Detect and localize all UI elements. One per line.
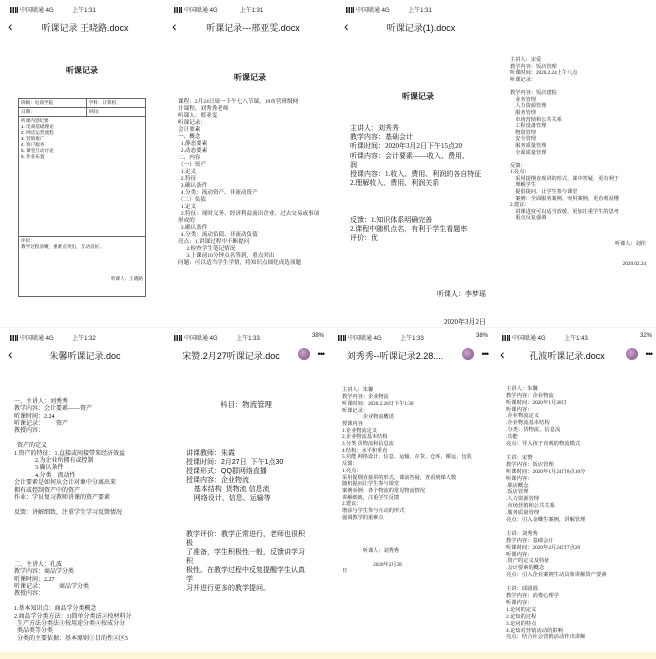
back-chevron-icon[interactable]: ‹ [8, 18, 13, 34]
signer: 听课人：李梦瑶 [437, 290, 486, 299]
carrier-label: 中国联通 4G [356, 8, 390, 14]
status-bar [0, 0, 164, 16]
carrier-label: 中国联通 4G [184, 8, 218, 14]
clock: 上午1:33 [236, 336, 260, 342]
document-body [164, 368, 328, 652]
document-text: 主讲人：刘秀秀 教学内容：基础会计 听课时间：2020年3月2日下午15点20 听课内容：会计要素——收入、费用、 润 授课内容：1.收入、费用、利润的各自特征 2.理解收入、费用、利润关系 反馈：1.知识体系明确完善 2.课程中随机点名，有利于学生看题率 评价：优 [350, 124, 482, 243]
screenshot-panel-5 [0, 328, 164, 652]
carrier-label: 中国联通 4G [512, 336, 546, 342]
screenshot-panel-3 [336, 0, 500, 326]
document-text: 主讲人：朱馨 教学内容：企业物流 听课时间：2020年1月28日 听课内容： .企业物流定义 .企业物流基本结构 .分类：货物流、信息流 .功能 亮点：导入孩子直观的物流模式 主讲：宋赞 教学内容：饭店管理 听课时间：2020年1月24日8点10分 听课内容： .职店概念 .饭店管理 .人力资源管理 .市场营销和公共关系 .服务质量管理 亮点：引入金蝶生案例，讲解管理 主讲：刘秀秀 教学内容：基础会计 听课时间：2020年2月24日7点20 听课内容： .资产的定义及特征 .会计要素的概念 亮点：引入企业案例生动具象讲解资产要素 主讲：邱圆圆 教学内容：消费心理学 听课内容： 1.论问的定义 2.论知的过程 3.论问的特点 4.论知对营销活动的影响 亮点：结合社会营销活动作出讲解 [506, 385, 607, 641]
signal-icon [10, 7, 18, 13]
document-body [336, 40, 500, 326]
document-text: 一、主讲人：刘秀秀 教学内容：会计要素——资产 听课时间：2.24 听课记录： 资产 教授内容： 资产的定义 1.资产的特征：1.直接或间接带来经济效益 2.为企业所拥有或控制 3.确认条件 4.分类 流动性 会计要素是如何从会计对象中分离出来 拥有或控制资产中的资产 作业：学员复习教师讲课的资产要素 反馈：讲解细致，注重学生学习反馈情况 二、主讲人：孔波 教学内容：商品学分类 听课时间：2.27 听课记录： 商品学分类 教授内容： 1.基本知识点：商品学分类概念 2.商品学分类方法：1)简单分类法②按材料分 生产方法分类法③按用途分类④按成分分 类品类等分类 分类的主要依据：基本原则①目的性②区5 [14, 398, 132, 642]
document-title: 刘秀秀--听课记录2.28.... [346, 351, 444, 361]
screenshot-panel-1 [0, 0, 164, 326]
battery-indicator: 38% [311, 333, 324, 339]
document-text: 主讲人：朱馨 教学内容：企业物流 听课时间：2020.2.28日下午1:30 听课记录： 企业物流概述 授课内容 1.企业物流定义 2.企业物流基本结构 3.分类 货物流和信息流 4.结构：水平和垂直 5.功能 网络设计、信息、运输、存货、仓库、搬运、包装 反馈： 1.亮点： 采用提纲直接讲的形式，课前答疑，查看到课人数 随机提问让学生参与课堂 案例举例：各个物流的常见物流情况 讲解细致，注重学生反馈 2.建议： 增添与学生参与互动的形式 强调教学的重难点 听课人：刘秀秀 2020年2月28 日 [342, 387, 472, 575]
table-cell [19, 116, 146, 236]
document-title: 孔波听课记录.docx [529, 351, 605, 361]
carrier-label: 中国联通 4G [20, 8, 54, 14]
signal-icon [338, 335, 346, 341]
screenshot-panel-4 [500, 0, 656, 326]
nav-header [164, 17, 336, 37]
bottom-bar [0, 652, 656, 659]
status-bar [492, 328, 656, 344]
screenshot-panel-8 [492, 328, 656, 652]
more-options-icon[interactable]: ••• [481, 349, 488, 359]
avatar[interactable] [626, 348, 638, 360]
back-chevron-icon[interactable]: ‹ [172, 18, 177, 34]
carrier-label: 中国联通 4G [20, 336, 54, 342]
avatar[interactable] [298, 348, 310, 360]
document-title: 宋赞.2月27听课记录.doc [182, 351, 280, 361]
avatar[interactable] [462, 348, 474, 360]
table-cell: 班级：电商学院 [19, 98, 87, 107]
record-date: 2020年3月2日 [444, 317, 486, 326]
table-cell: 学科：计算机 [86, 98, 145, 107]
document-title: 听课记录---邢亚雯.docx [206, 23, 300, 33]
document-title: 听课记录(1).docx [386, 23, 456, 33]
more-options-icon[interactable]: ••• [317, 349, 324, 359]
signal-icon [502, 335, 510, 341]
status-bar [164, 328, 328, 344]
document-body [328, 368, 492, 652]
document-body [0, 40, 164, 326]
clock: 上午1:31 [239, 8, 264, 14]
document-title: 听课记录 王晓路.docx [41, 23, 129, 33]
signal-icon [346, 7, 354, 13]
table-cell: 日期： [19, 107, 87, 116]
document-text: 讲课教师：朱霞 授课时间：2月27日 下午1点30 授课形式：QQ群网络直播 授课内容：企业物流 基本结构 货物流 信息流 网络设计、信息、运输等 教学评价：教学正常进行，老师也很积极 了准备，学生积极性一般，反馈讲学习积 极性。在教学过程中反复提醒学生认真学 习并进行更多的教学提问。 [186, 450, 305, 592]
clock: 上午1:31 [72, 8, 96, 14]
screenshot-panel-6 [164, 328, 328, 652]
document-text: 主讲人：宋爱 教学内容：饭店管理 听课时间：2020.2.24上午八点 听课记录： 教学内容：饭店建院 业务管理 人力资源管理 服务管理 市场营销和公共关系 工程设备管理 物资管理 安全管理 服务质量管理 全面质量管理 反馈： 1.亮点： 采用提纲直观讲的形式，课中答疑，更有利于 理解学生 提倡提问，让学生参与课堂 案例：全面服务案例、突用案例，更直观易懂 2.建议： 讲课进度可以适当放缓，更加注重学生的思考 重点反复强调 [510, 57, 619, 222]
table-cell [19, 236, 146, 296]
clock: 上午1:33 [400, 336, 424, 342]
battery-indicator: 32% [639, 333, 652, 339]
document-heading: 科目：物流管理 [220, 400, 272, 409]
document-heading: 听课记录 [66, 66, 98, 76]
status-bar [164, 0, 336, 16]
more-options-icon[interactable]: ••• [645, 349, 652, 359]
signer: 听课人：王晓路 [110, 275, 143, 281]
nav-header [492, 345, 656, 365]
nav-header [328, 345, 492, 365]
clock: 上午1:31 [408, 8, 432, 14]
status-bar [0, 328, 164, 344]
carrier-label: 中国联通 4G [184, 336, 218, 342]
back-chevron-icon[interactable]: ‹ [344, 18, 349, 34]
back-chevron-icon[interactable]: ‹ [8, 346, 13, 362]
nav-header [336, 17, 500, 37]
screenshot-panel-7 [328, 328, 492, 652]
carrier-label: 中国联通 4G [348, 336, 382, 342]
status-bar [328, 328, 492, 344]
document-body [500, 40, 656, 326]
status-bar [336, 0, 500, 16]
nav-header [164, 345, 328, 365]
document-body [0, 368, 164, 652]
document-heading: 听课记录 [234, 73, 266, 82]
nav-header [0, 345, 164, 365]
evaluation-text: 评价： 教学过程清晰，重难点突出，互动良好。 [21, 237, 104, 249]
document-body [492, 368, 656, 652]
clock: 上午1:32 [72, 336, 96, 342]
lecture-notes: 听课内容纪要 1. 电商基础理论 2. 网店运营流程 3. 营销推广 4. 客户服务 5. 课堂互动讨论 6. 作业布置 [21, 117, 54, 159]
signal-icon [174, 7, 182, 13]
document-heading: 听课记录 [402, 92, 434, 102]
screenshot-panel-2 [164, 0, 336, 326]
document-title: 朱馨听课记录.doc [49, 351, 121, 361]
signer: 听课人：刘佳 [614, 241, 646, 248]
nav-header [0, 17, 164, 37]
battery-indicator: 38% [475, 333, 488, 339]
back-chevron-icon[interactable]: ‹ [500, 346, 505, 362]
record-date: 2020.02.24 [622, 261, 646, 267]
signal-icon [174, 335, 182, 341]
document-body [164, 40, 336, 326]
document-text: 课程：2月24日周一下午七八节课，19市营班级网 计课程，刘秀秀老师 听课人：邢亚雯 听课记录： 会计要素 一、概念 1.静态要素 2.动态要素 二、内容 （一）资产 1.定义 2.特征 3.确认条件 4.分类：流动资产、非流动资产 （二）负债 1.定义 2.特征：现时义务、经济利益流出企业、过去交易或事项形成的 3.确认条件 4.分类：流动负债、非流动负债 亮点：1.讲课过程中不断提问 2.检查学生笔记情况 3.上课前10分钟点名签到，重点突出 问题：可以适当学生学情，将知识点细化成选项题 [178, 99, 320, 266]
signal-icon [10, 335, 18, 341]
clock: 上午1:43 [564, 336, 588, 342]
record-table [18, 98, 146, 297]
table-cell: 时间： [86, 107, 145, 116]
